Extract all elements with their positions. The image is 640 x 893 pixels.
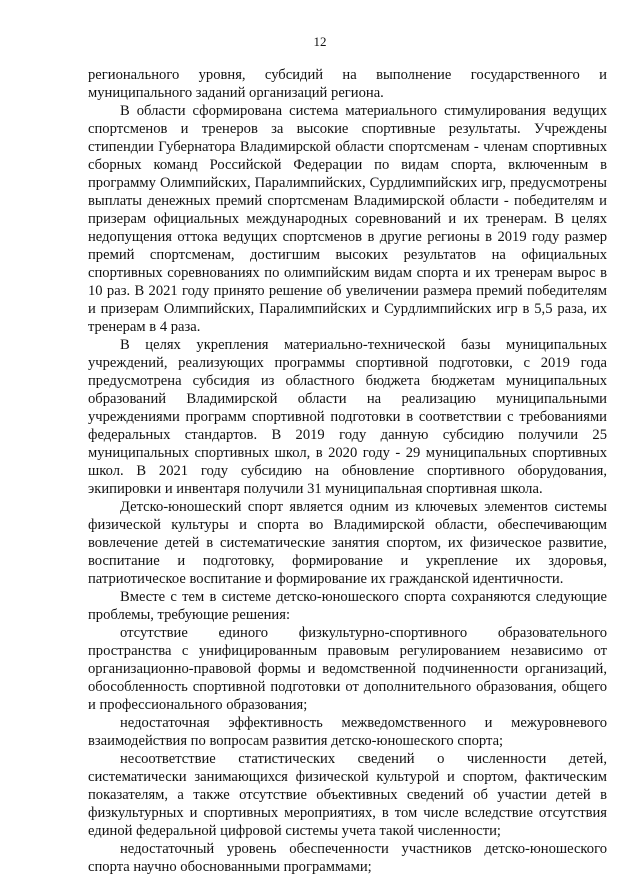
page-number: 12 bbox=[313, 34, 327, 49]
paragraph-1: регионального уровня, субсидий на выполнение государственного и муниципального заданий организаций региона. bbox=[88, 67, 607, 101]
paragraph-6: отсутствие единого физкультурно-спортивного образовательного пространства с унифицированным правовым регулированием независимо от организационно-правовой формы и ведомственной подчиненности организаций, обособленность спортивной подготовки от дополнительного образования, общего и профессионального образования; bbox=[88, 625, 607, 713]
document-body bbox=[88, 66, 607, 876]
paragraph-4: Детско-юношеский спорт является одним из ключевых элементов системы физической культуры и спорта во Владимирской области, обеспечивающим вовлечение детей в систематические занятия спортом, их физическое развитие, воспитание и подготовку, формирование и укрепление их здоровья, патриотическое воспитание и формирование их гражданской идентичности. bbox=[88, 499, 607, 587]
paragraph-9: недостаточный уровень обеспеченности участников детско-юношеского спорта научно обоснованными программами; bbox=[88, 841, 607, 875]
paragraph-3: В целях укрепления материально-технической базы муниципальных учреждений, реализующих программы спортивной подготовки, с 2019 года предусмотрена субсидия из областного бюджета бюджетам муниципальных образований Владимирской области на реализацию муниципальными учреждениями программ спортивной подготовки в соответствии с требованиями федеральных стандартов. В 2019 году данную субсидию получили 25 муниципальных спортивных школ, в 2020 году - 29 муниципальных спортивных школ. В 2021 году субсидию на обновление спортивного оборудования, экипировки и инвентаря получили 31 муниципальная спортивная школа. bbox=[88, 337, 607, 497]
paragraph-7: недостаточная эффективность межведомственного и межуровневого взаимодействия по вопросам развития детско-юношеского спорта; bbox=[88, 715, 607, 749]
paragraph-5: Вместе с тем в системе детско-юношеского спорта сохраняются следующие проблемы, требующие решения: bbox=[88, 589, 607, 623]
paragraph-2: В области сформирована система материального стимулирования ведущих спортсменов и тренеров за высокие спортивные результаты. Учреждены стипендии Губернатора Владимирской области спортсменам - членам спортивных сборных команд Российской Федерации по видам спорта, включенным в программу Олимпийских, Паралимпийских, Сурдлимпийских игр, предусмотрены выплаты денежных премий спортсменам Владимирской области - победителям и призерам официальных международных соревнований и их тренерам. В целях недопущения оттока ведущих спортсменов в другие регионы в 2019 году размер премий спортсменам, достигшим высоких результатов на официальных спортивных соревнованиях по олимпийским видам спорта и их тренерам вырос в 10 раз. В 2021 году принято решение об увеличении размера премий победителям и призерам Олимпийских, Паралимпийских и Сурдлимпийских игр в 5,5 раза, их тренерам в 4 раза. bbox=[88, 103, 607, 335]
paragraph-8: несоответствие статистических сведений о численности детей, систематически занимающихся физической культурой и спортом, фактическим показателям, а также отсутствие объективных сведений об участии детей в физкультурных и спортивных мероприятиях, в том числе вследствие отсутствия единой федеральной цифровой системы учета такой численности; bbox=[88, 751, 607, 839]
